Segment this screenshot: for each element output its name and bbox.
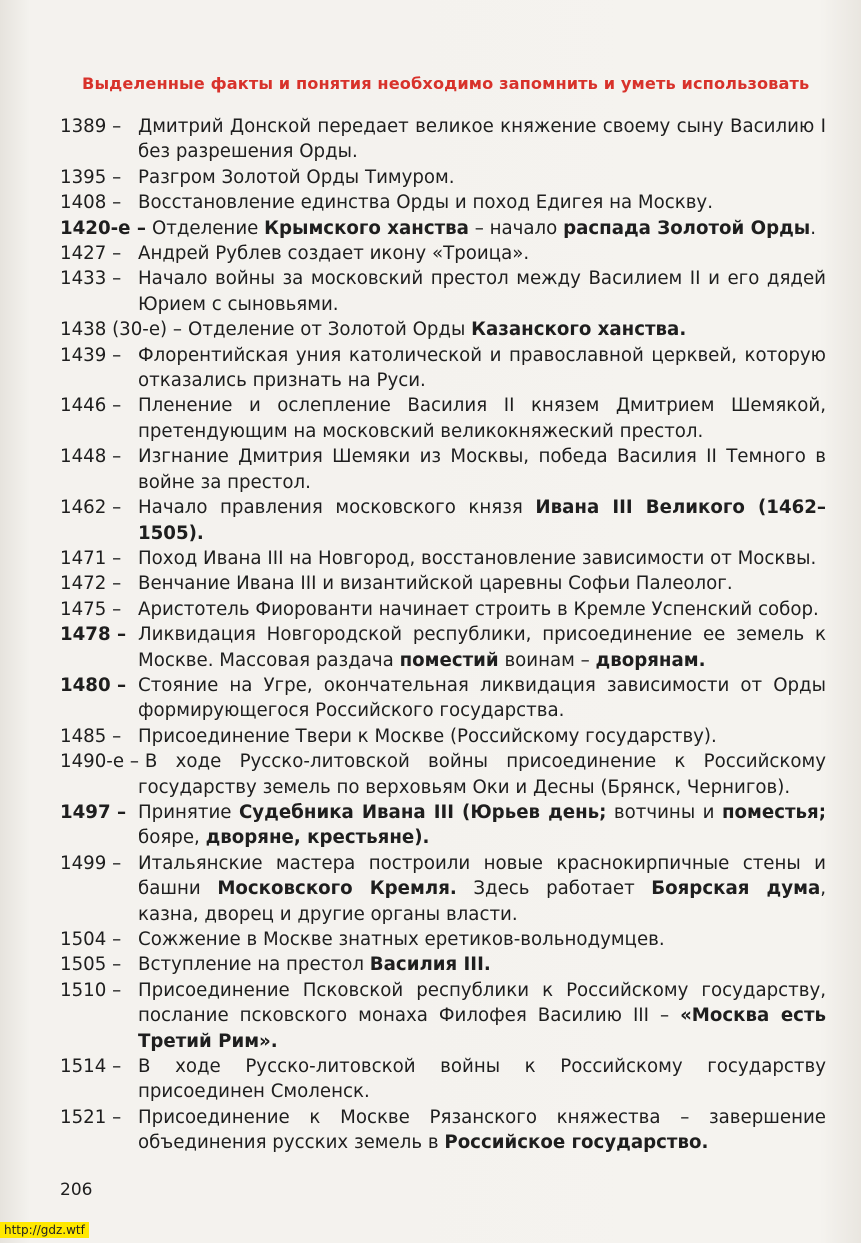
- timeline-entry: [60, 266, 826, 317]
- entry-year: 1475 –: [60, 598, 122, 620]
- entry-text-segment: бояре,: [138, 827, 206, 849]
- entry-text: [138, 673, 826, 724]
- entry-text-bold: «Москва есть Третий Рим».: [138, 1005, 826, 1052]
- entry-text-segment: Ликвидация Новгородской республики, присоединение ее земель к Москве. Массовая раздача: [138, 624, 826, 671]
- entry-text: [138, 571, 826, 596]
- timeline-entry: [60, 597, 826, 622]
- timeline-entry: [60, 216, 826, 241]
- entry-text: [138, 216, 826, 241]
- entry-text-segment: Изгнание Дмитрия Шемяки из Москвы, победа Василия II Темного в войне за престол.: [138, 446, 826, 493]
- timeline-entry: [60, 851, 826, 927]
- entry-text: [138, 114, 826, 165]
- entry-text: [138, 597, 826, 622]
- entry-year: 1438 (30-е) –: [60, 319, 183, 341]
- entry-year: 1471 –: [60, 547, 122, 569]
- timeline-entry: [60, 1105, 826, 1156]
- entry-text-bold: поместья;: [721, 801, 827, 823]
- timeline-entry: [60, 622, 826, 673]
- entry-text-bold: распада Золотой Орды: [563, 217, 811, 239]
- entry-year: 1504 –: [60, 929, 122, 950]
- timeline-entry: [60, 190, 826, 215]
- entry-year: 1485 –: [60, 725, 122, 747]
- entry-text: [138, 749, 826, 800]
- entry-text: [138, 495, 826, 546]
- timeline-entry: [60, 393, 826, 444]
- timeline-entry: [60, 241, 826, 266]
- entry-text-segment: – начало: [468, 217, 564, 239]
- entry-text: [138, 800, 826, 851]
- entry-text: [138, 343, 826, 394]
- entry-year: 1510 –: [60, 979, 122, 1001]
- entry-text-bold: Судебника Ивана III (Юрьев день;: [238, 801, 607, 823]
- entry-year: 1439 –: [60, 344, 122, 366]
- entry-text: [138, 1054, 826, 1105]
- entry-year: 1478 –: [60, 624, 127, 646]
- entry-text: [138, 393, 826, 444]
- entry-text-bold: Василия III.: [369, 954, 491, 976]
- entry-text: [138, 978, 826, 1054]
- entry-text-segment: вотчины и: [606, 801, 722, 823]
- entry-text-segment: Поход Ивана III на Новгород, восстановление зависимости от Москвы.: [138, 547, 817, 569]
- entry-year: 1448 –: [60, 446, 122, 468]
- entry-year: 1505 –: [60, 954, 122, 976]
- entry-year: 1420-е –: [60, 217, 146, 239]
- entry-text: [138, 622, 826, 673]
- timeline-entry: [60, 749, 826, 800]
- entry-text-bold: Российское государство.: [444, 1132, 709, 1154]
- entry-text-segment: Присоединение Твери к Москве (Российскому государству).: [138, 725, 717, 747]
- entry-text-segment: Итальянские мастера построили новые краснокирпичные стены и башни: [138, 852, 826, 900]
- entry-text-segment: Разгром Золотой Орды Тимуром.: [138, 166, 455, 188]
- entry-text-bold: Казанского ханства.: [471, 319, 687, 341]
- timeline-entry: [60, 673, 826, 724]
- entry-text: [138, 546, 826, 571]
- entry-text-segment: Начало правления московского князя: [138, 497, 536, 519]
- timeline-entry: [60, 952, 826, 977]
- entry-year: 1427 –: [60, 243, 122, 265]
- entry-text-bold: Ивана III Великого (1462–1505).: [138, 497, 826, 544]
- timeline-entry: [60, 165, 826, 190]
- timeline-entry: [60, 546, 826, 571]
- entry-year: 1446 –: [60, 395, 122, 417]
- entry-text-segment: Присоединение Псковской республики к Российскому государству, послание псковского монаха Филофея Василию III –: [138, 979, 826, 1027]
- entry-year: 1462 –: [60, 497, 122, 519]
- entry-year: 1490-е –: [60, 751, 139, 773]
- entry-text-segment: Восстановление единства Орды и поход Едигея на Москву.: [138, 192, 713, 214]
- timeline-entry: [60, 1054, 826, 1105]
- entry-text-segment: Дмитрий Донской передает великое княжение своему сыну Василию I без разрешения Орды.: [138, 116, 826, 163]
- entry-text: [138, 241, 826, 266]
- page-number: 206: [60, 1180, 93, 1200]
- entry-text-segment: Андрей Рублев создает икону «Троица».: [138, 243, 530, 265]
- entry-text-bold: поместий: [399, 649, 499, 671]
- entry-text: [138, 266, 826, 317]
- timeline-entry: [60, 495, 826, 546]
- entry-text: [138, 952, 826, 977]
- timeline-entry: [60, 114, 826, 165]
- entry-text-segment: Начало войны за московский престол между Василием II и его дядей Юрием с сыновьями.: [138, 268, 826, 315]
- entry-text-segment: Флорентийская уния католической и православной церквей, которую отказались признать на Руси.: [138, 344, 826, 392]
- entry-text-segment: Присоединение к Москве Рязанского княжества – завершение объединения русских земель в: [138, 1106, 826, 1154]
- entry-text-segment: Стояние на Угре, окончательная ликвидация зависимости от Орды формирующегося Российского государства.: [138, 674, 826, 722]
- entry-text-segment: Сожжение в Москве знатных еретиков-вольнодумцев.: [138, 929, 665, 950]
- watermark-link[interactable]: http://gdz.wtf: [0, 1222, 89, 1238]
- entry-text: [138, 165, 826, 190]
- entry-year: 1499 –: [60, 852, 122, 874]
- entry-text-segment: Вступление на престол: [138, 954, 370, 976]
- entry-year: 1433 –: [60, 268, 122, 290]
- entry-text: [138, 851, 826, 927]
- entry-text-segment: Отделение от Золотой Орды: [188, 319, 472, 341]
- entry-year: 1514 –: [60, 1056, 122, 1078]
- entry-year: 1480 –: [60, 674, 127, 696]
- timeline-entry: [60, 444, 826, 495]
- entry-text-bold: Крымского ханства: [264, 217, 469, 239]
- entry-text-bold: Боярская дума: [651, 878, 821, 900]
- entry-text: [138, 317, 826, 342]
- entry-text-bold: дворяне, крестьяне).: [205, 827, 430, 849]
- entry-text: [138, 927, 826, 952]
- entry-text-segment: Венчание Ивана III и византийской царевны Софьи Палеолог.: [138, 573, 733, 595]
- entry-text: [138, 190, 826, 215]
- entry-text-bold: Московского Кремля.: [217, 878, 457, 900]
- timeline-entry: [60, 317, 826, 342]
- section-heading: Выделенные факты и понятия необходимо запомнить и уметь использовать: [82, 74, 810, 93]
- entry-year: 1472 –: [60, 573, 122, 595]
- entry-year: 1408 –: [60, 192, 122, 214]
- entry-text-segment: .: [810, 217, 817, 239]
- entry-text-segment: Аристотель Фиорованти начинает строить в Кремле Успенский собор.: [138, 598, 819, 620]
- timeline-entry: [60, 343, 826, 394]
- entry-text-segment: В ходе Русско-литовской войны к Российскому государству присоединен Смоленск.: [138, 1056, 826, 1103]
- entry-text: [138, 1105, 826, 1156]
- timeline-entry: [60, 927, 826, 952]
- entry-text-segment: Пленение и ослепление Василия II князем Дмитрием Шемякой, претендующим на московский великокняжеский престол.: [138, 395, 826, 442]
- entry-text-segment: Принятие: [138, 801, 239, 823]
- entry-text-bold: дворянам.: [595, 649, 706, 671]
- entry-text-segment: В ходе Русско-литовской войны присоединение к Российскому государству земель по верховьям Оки и Десны (Брянск, Чернигов).: [138, 751, 826, 798]
- timeline-entry: [60, 978, 826, 1054]
- timeline-entry: [60, 800, 826, 851]
- timeline-list: [60, 114, 826, 1156]
- entry-year: 1389 –: [60, 116, 122, 137]
- entry-text: [138, 724, 826, 749]
- timeline-entry: [60, 571, 826, 596]
- entry-text-segment: , казна, дворец и другие органы власти.: [138, 878, 827, 925]
- entry-text-segment: Отделение: [151, 217, 265, 239]
- entry-text-segment: Здесь работает: [456, 878, 652, 900]
- entry-text: [138, 444, 826, 495]
- timeline-entry: [60, 724, 826, 749]
- entry-year: 1395 –: [60, 166, 122, 188]
- entry-text-segment: воинам –: [498, 649, 596, 671]
- entry-year: 1497 –: [60, 801, 127, 823]
- entry-year: 1521 –: [60, 1106, 122, 1128]
